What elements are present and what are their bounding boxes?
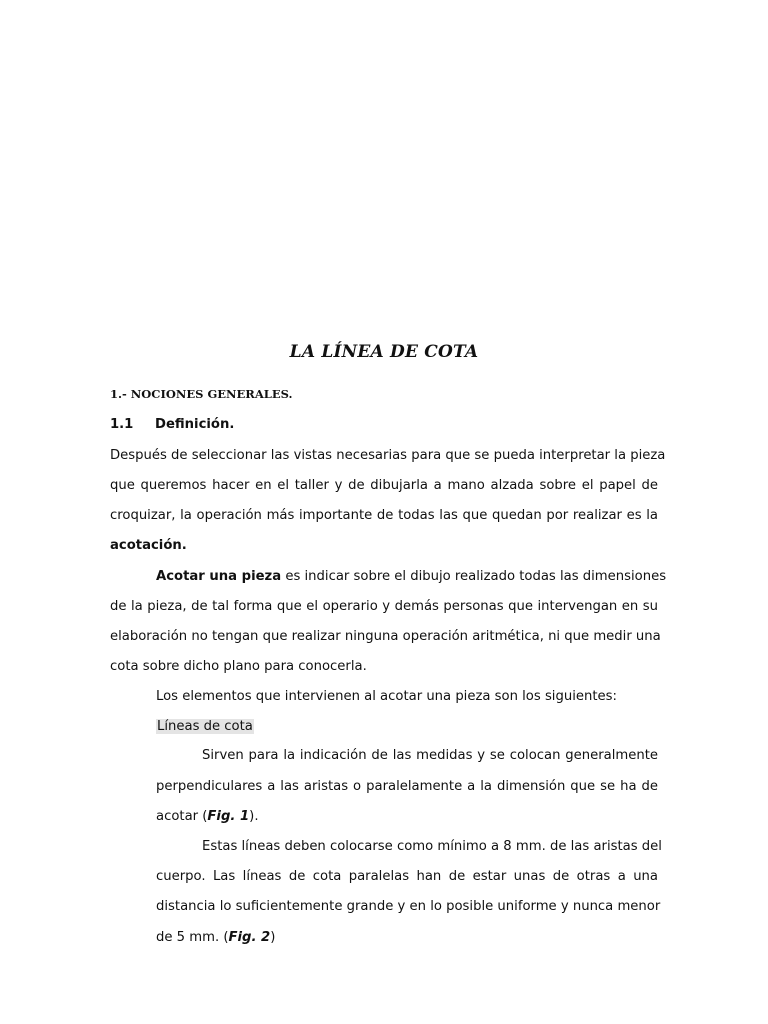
subsection-number: 1.1 — [110, 417, 134, 432]
paragraph-2-line-1-rest: es indicar sobre el dibujo realizado todas las dimensiones — [281, 569, 667, 584]
paragraph-5-line-4-pre: de 5 mm. ( — [156, 930, 229, 945]
paragraph-4-line-3 — [156, 808, 704, 826]
acotacion-term: acotación. — [110, 538, 187, 553]
paragraph-5-line-4 — [156, 929, 704, 947]
paragraph-4-line-1: Sirven para la indicación de las medidas y se colocan generalmente — [202, 748, 658, 763]
paragraph-2-line-1 — [156, 568, 667, 586]
paragraph-5-line-3: distancia lo suficientemente grande y en lo posible uniforme y nunca menor — [156, 899, 661, 914]
figure-1-reference: Fig. 1 — [207, 809, 250, 824]
paragraph-3: Los elementos que intervienen al acotar una pieza son los siguientes: — [156, 689, 617, 704]
subsection-heading — [110, 417, 234, 432]
paragraph-1-line-1: Después de seleccionar las vistas necesarias para que se pueda interpretar la pieza — [110, 448, 666, 463]
paragraph-5-line-4-post: ) — [270, 930, 276, 945]
paragraph-4-line-2: perpendiculares a las aristas o paralelamente a la dimensión que se ha de — [156, 779, 658, 794]
paragraph-1-line-3: croquizar, la operación más importante de todas las que quedan por realizar es la — [110, 508, 658, 523]
lineas-de-cota-heading — [156, 718, 704, 736]
paragraph-5-line-2: cuerpo. Las líneas de cota paralelas han de estar unas de otras a una — [156, 869, 658, 884]
paragraph-5-line-1: Estas líneas deben colocarse como mínimo a 8 mm. de las aristas del — [202, 839, 662, 854]
document-title: LA LÍNEA DE COTA — [289, 342, 479, 362]
paragraph-2-line-4: cota sobre dicho plano para conocerla. — [110, 659, 367, 674]
lineas-de-cota-label: Líneas de cota — [157, 719, 253, 734]
section-heading: 1.- NOCIONES GENERALES. — [110, 387, 293, 401]
paragraph-4-line-3-post: ). — [249, 809, 259, 824]
paragraph-2-line-3: elaboración no tengan que realizar ninguna operación aritmética, ni que medir una — [110, 629, 661, 644]
paragraph-4-line-3-pre: acotar ( — [156, 809, 208, 824]
paragraph-1-line-4 — [110, 537, 658, 555]
figure-2-reference: Fig. 2 — [228, 930, 271, 945]
acotar-pieza-term: Acotar una pieza — [156, 569, 282, 584]
subsection-label: Definición. — [155, 417, 235, 432]
paragraph-1-line-2: que queremos hacer en el taller y de dibujarla a mano alzada sobre el papel de — [110, 478, 658, 493]
paragraph-2-line-2: de la pieza, de tal forma que el operario y demás personas que intervengan en su — [110, 599, 658, 614]
